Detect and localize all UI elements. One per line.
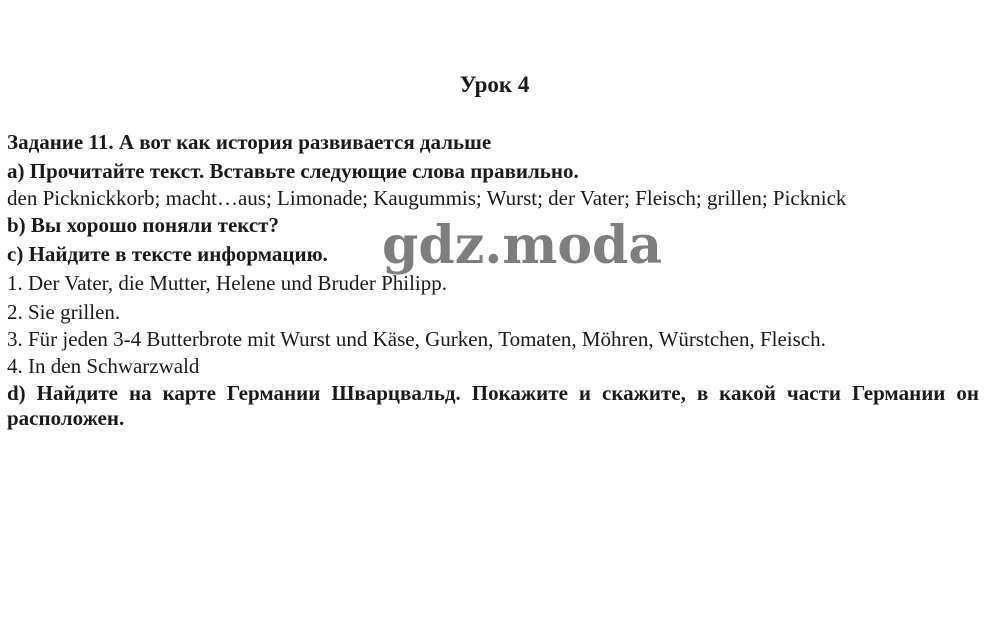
answer-item: 3. Für jeden 3-4 Butterbrote mit Wurst und Käse, Gurken, Tomaten, Möhren, Würstchen, Fleisch. — [7, 327, 826, 351]
page-title: Урок 4 — [459, 72, 530, 97]
answer-item: 2. Sie grillen. — [7, 300, 121, 324]
task-content — [7, 128, 979, 431]
word-list: den Picknickkorb; macht…aus; Limonade; Kaugummis; Wurst; der Vater; Fleisch; grillen; Picknick — [7, 186, 847, 210]
answer-item: 1. Der Vater, die Mutter, Helene und Bruder Philipp. — [7, 271, 447, 295]
part-c-prompt: c) Найдите в тексте информацию. — [7, 242, 328, 266]
task-heading: Задание 11. А вот как история развивается дальше — [7, 130, 492, 154]
part-a-prompt: a) Прочитайте текст. Вставьте следующие слова правильно. — [7, 159, 579, 183]
watermark-logo: gdz.moda — [382, 215, 663, 276]
answer-item: 4. In den Schwarzwald — [7, 354, 200, 378]
part-d-prompt: d) Найдите на карте Германии Шварцвальд. Покажите и скажите, в какой части Германии он расположен. — [7, 381, 979, 430]
part-b-prompt: b) Вы хорошо поняли текст? — [7, 213, 279, 237]
